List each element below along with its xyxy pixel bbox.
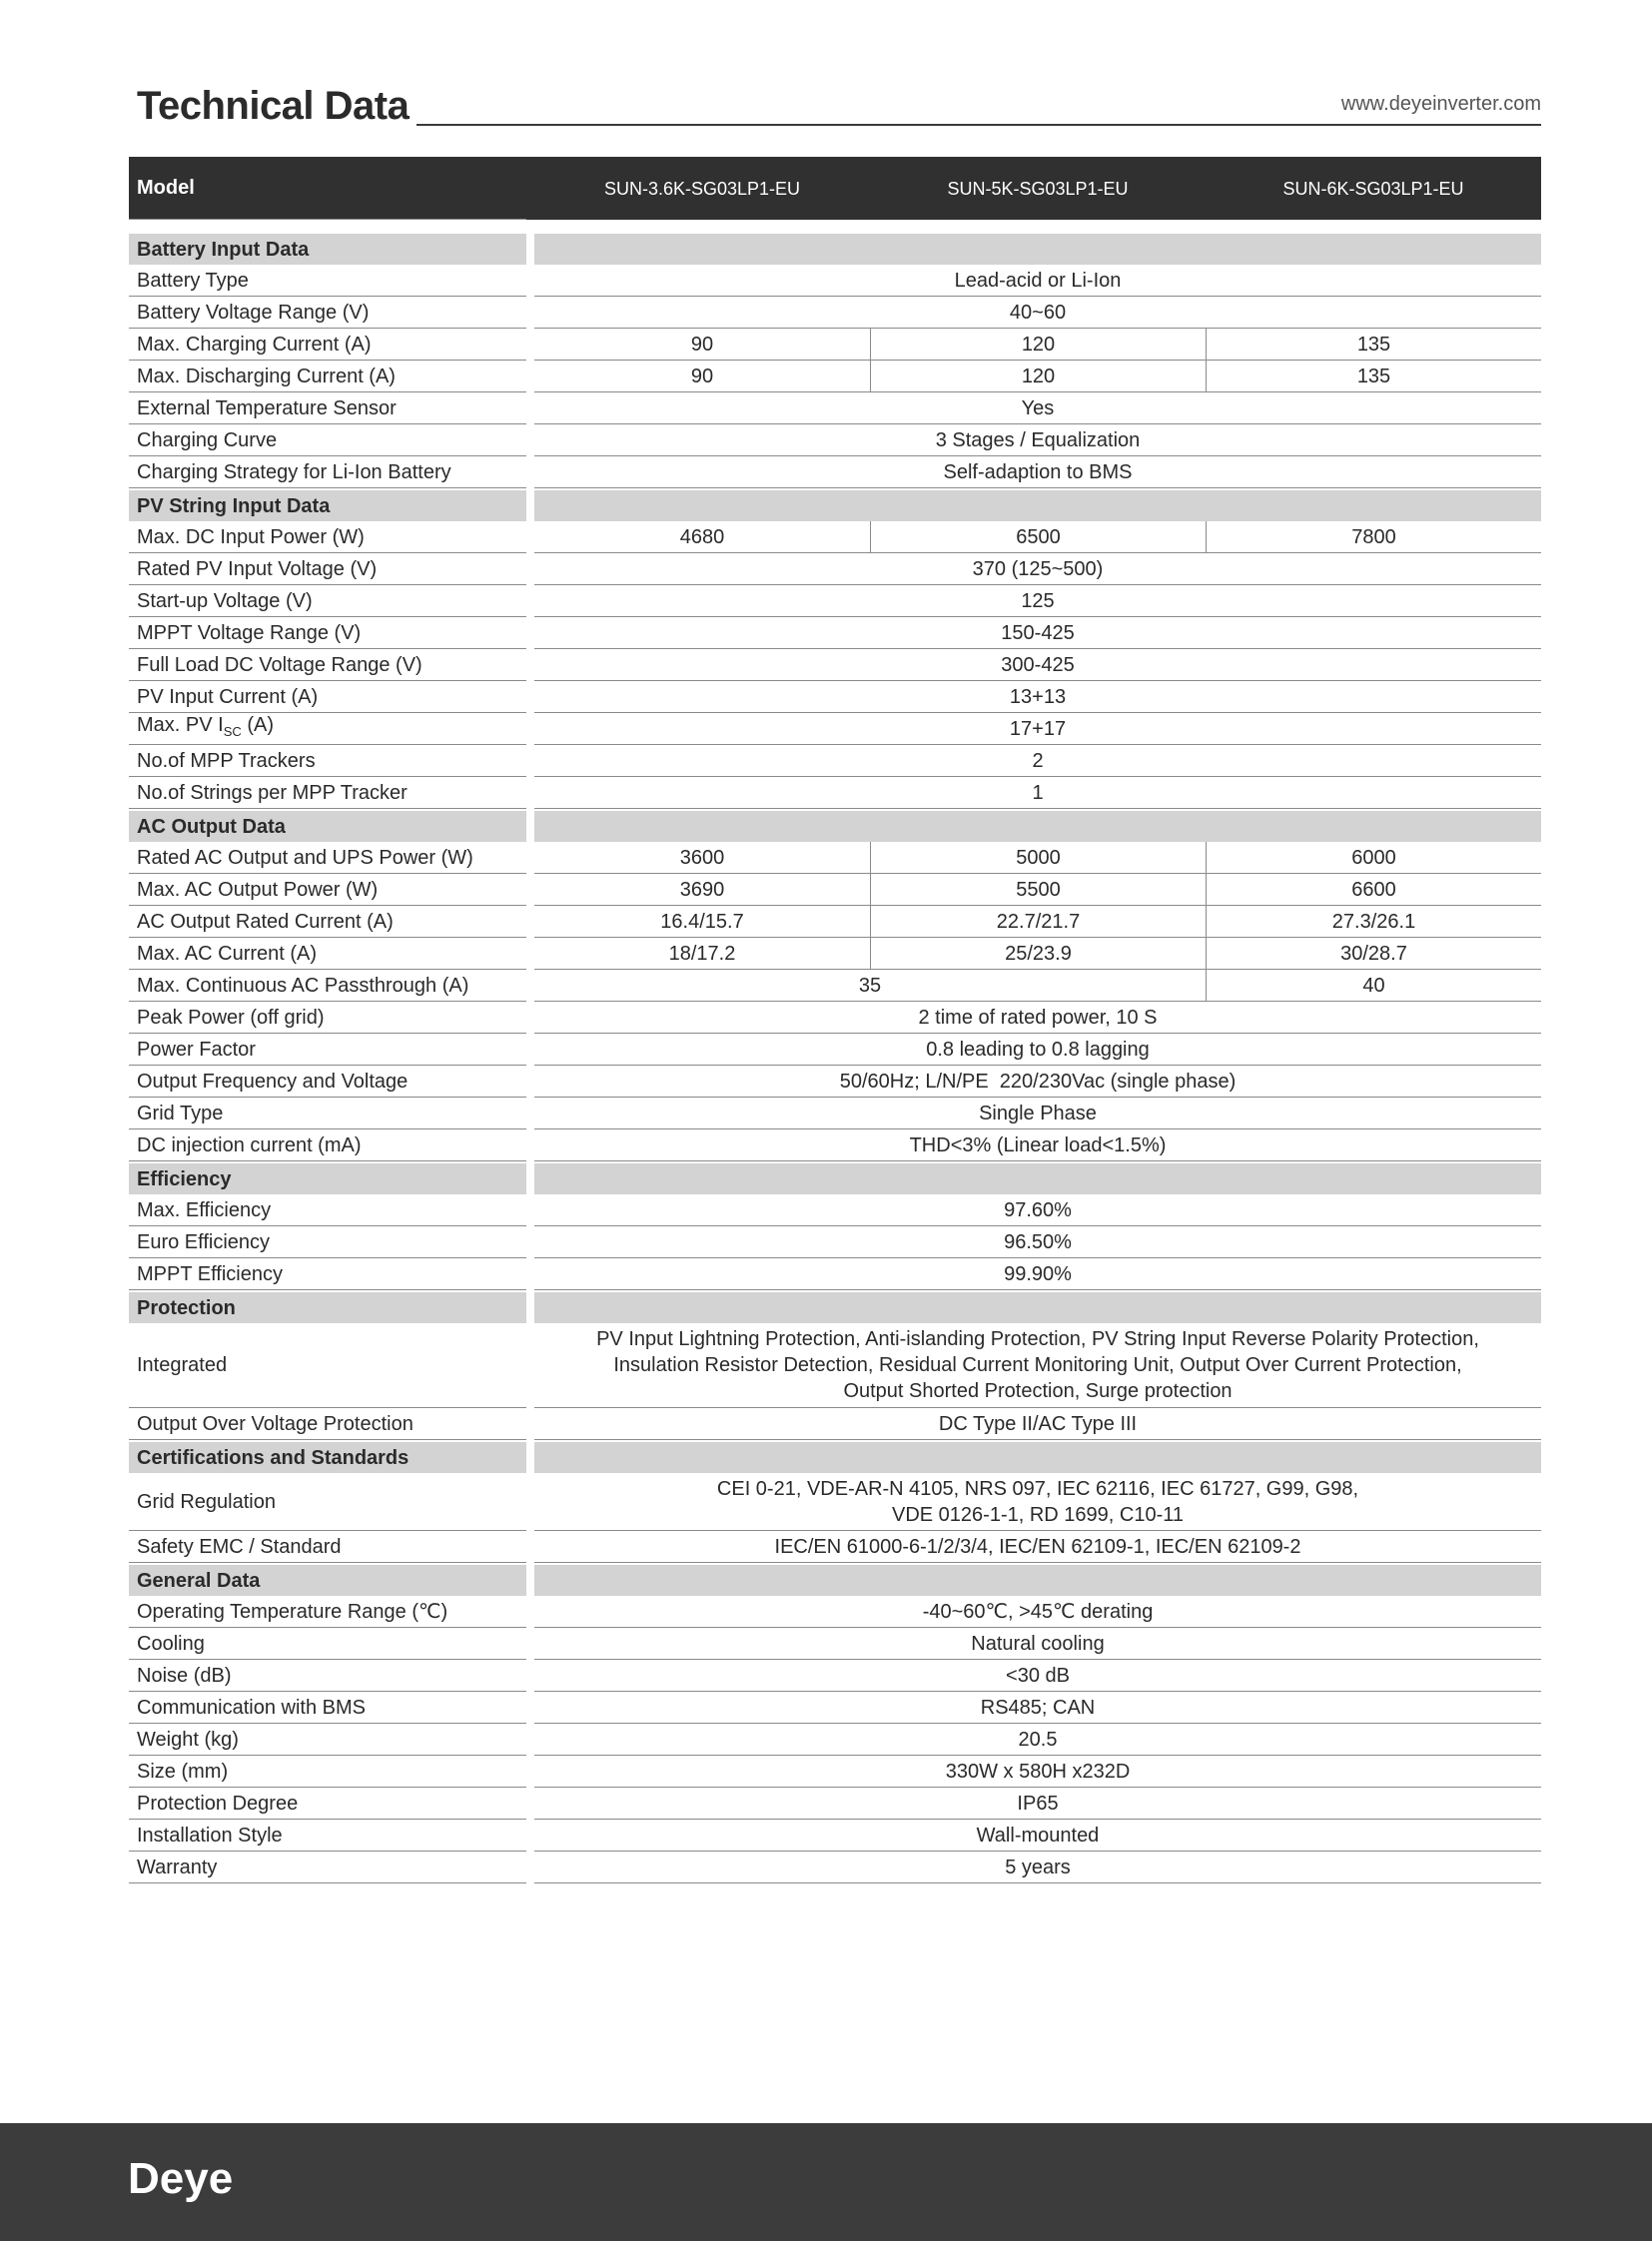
footer-bar — [0, 2123, 1652, 2241]
table-row — [129, 1692, 1541, 1724]
row-label: Output Frequency and Voltage — [129, 1066, 526, 1098]
row-label: Max. PV $I_{SC}$ (A) — [129, 713, 526, 745]
section-header — [129, 488, 1541, 521]
table-row — [129, 1596, 1541, 1628]
row-value: DC Type II/AC Type III — [534, 1408, 1541, 1440]
row-label: Installation Style — [129, 1820, 526, 1852]
row-value: 6500 — [870, 521, 1206, 553]
row-value: 25/23.9 — [870, 938, 1206, 970]
page-title: Technical Data — [137, 84, 410, 128]
row-value: 90 — [534, 361, 870, 392]
row-value: 96.50% — [534, 1226, 1541, 1258]
row-value: Single Phase — [534, 1098, 1541, 1129]
row-label: Battery Type — [129, 265, 526, 297]
row-value: 5 years — [534, 1852, 1541, 1883]
row-value: IEC/EN 61000-6-1/2/3/4, IEC/EN 62109-1, IEC/EN 62109-2 — [534, 1531, 1541, 1563]
row-value: THD<3% (Linear load<1.5%) — [534, 1129, 1541, 1161]
row-label: Communication with BMS — [129, 1692, 526, 1724]
section-title: Battery Input Data — [129, 232, 526, 265]
row-label: Grid Type — [129, 1098, 526, 1129]
svg-text:Deye: Deye — [128, 2154, 234, 2203]
table-row — [129, 1194, 1541, 1226]
table-row — [129, 297, 1541, 329]
model-label: Model — [129, 157, 526, 220]
section-title: PV String Input Data — [129, 488, 526, 521]
row-value: 99.90% — [534, 1258, 1541, 1290]
table-row — [129, 585, 1541, 617]
deye-logo — [128, 2149, 278, 2209]
row-label: Output Over Voltage Protection — [129, 1408, 526, 1440]
row-label: Safety EMC / Standard — [129, 1531, 526, 1563]
row-value: 13+13 — [534, 681, 1541, 713]
row-label: Integrated — [129, 1323, 526, 1408]
row-value: 4680 — [534, 521, 870, 553]
table-row — [129, 874, 1541, 906]
row-label: Warranty — [129, 1852, 526, 1883]
row-value: 6600 — [1206, 874, 1541, 906]
table-row — [129, 970, 1541, 1002]
row-value: 35 — [534, 970, 1206, 1002]
table-row — [129, 906, 1541, 938]
row-value: 135 — [1206, 329, 1541, 361]
table-row — [129, 1408, 1541, 1440]
section-header — [129, 1290, 1541, 1323]
table-row — [129, 521, 1541, 553]
table-row — [129, 1660, 1541, 1692]
table-row — [129, 1066, 1541, 1098]
row-value: 7800 — [1206, 521, 1541, 553]
row-label: Max. DC Input Power (W) — [129, 521, 526, 553]
row-label: Max. AC Output Power (W) — [129, 874, 526, 906]
table-row — [129, 1788, 1541, 1820]
row-value: 300-425 — [534, 649, 1541, 681]
row-value: 40 — [1206, 970, 1541, 1002]
row-value: 125 — [534, 585, 1541, 617]
table-row — [129, 1531, 1541, 1563]
row-label: Operating Temperature Range (℃) — [129, 1596, 526, 1628]
row-value: 40~60 — [534, 297, 1541, 329]
row-label: Start-up Voltage (V) — [129, 585, 526, 617]
row-value: 18/17.2 — [534, 938, 870, 970]
row-label: Rated AC Output and UPS Power (W) — [129, 842, 526, 874]
row-label: Cooling — [129, 1628, 526, 1660]
row-label: Battery Voltage Range (V) — [129, 297, 526, 329]
row-value: 2 — [534, 745, 1541, 777]
row-label: Max. Discharging Current (A) — [129, 361, 526, 392]
table-row — [129, 938, 1541, 970]
section-header — [129, 1563, 1541, 1596]
table-row — [129, 617, 1541, 649]
row-label: Power Factor — [129, 1034, 526, 1066]
table-row — [129, 713, 1541, 745]
table-row — [129, 1628, 1541, 1660]
table-row — [129, 424, 1541, 456]
row-value: 6000 — [1206, 842, 1541, 874]
section-header — [129, 1161, 1541, 1194]
row-label: No.of Strings per MPP Tracker — [129, 777, 526, 809]
row-label: Full Load DC Voltage Range (V) — [129, 649, 526, 681]
table-row — [129, 1098, 1541, 1129]
section-title: Certifications and Standards — [129, 1440, 526, 1473]
section-title: Protection — [129, 1290, 526, 1323]
section-title: AC Output Data — [129, 809, 526, 842]
table-row — [129, 1258, 1541, 1290]
table-row — [129, 329, 1541, 361]
row-label: Euro Efficiency — [129, 1226, 526, 1258]
model-name: SUN-6K-SG03LP1-EU — [1206, 157, 1541, 220]
table-row — [129, 649, 1541, 681]
row-label: AC Output Rated Current (A) — [129, 906, 526, 938]
row-value: 150-425 — [534, 617, 1541, 649]
row-value: 0.8 leading to 0.8 lagging — [534, 1034, 1541, 1066]
row-value: 3 Stages / Equalization — [534, 424, 1541, 456]
table-row — [129, 777, 1541, 809]
row-value: 3600 — [534, 842, 870, 874]
row-value: 3690 — [534, 874, 870, 906]
model-header-row — [129, 157, 1541, 220]
row-value: 30/28.7 — [1206, 938, 1541, 970]
row-label: Grid Regulation — [129, 1473, 526, 1531]
row-label: Peak Power (off grid) — [129, 1002, 526, 1034]
row-label: Max. Charging Current (A) — [129, 329, 526, 361]
section-header — [129, 809, 1541, 842]
table-row — [129, 1473, 1541, 1531]
table-row — [129, 1034, 1541, 1066]
row-value: 1 — [534, 777, 1541, 809]
table-row — [129, 1226, 1541, 1258]
row-label: Charging Curve — [129, 424, 526, 456]
row-value: 27.3/26.1 — [1206, 906, 1541, 938]
model-name: SUN-3.6K-SG03LP1-EU — [534, 157, 870, 220]
row-value: 90 — [534, 329, 870, 361]
table-row — [129, 1756, 1541, 1788]
row-value: 20.5 — [534, 1724, 1541, 1756]
row-value: 50/60Hz; L/N/PE 220/230Vac (single phase) — [534, 1066, 1541, 1098]
row-label: Max. Continuous AC Passthrough (A) — [129, 970, 526, 1002]
table-row — [129, 1852, 1541, 1883]
row-value: 2 time of rated power, 10 S — [534, 1002, 1541, 1034]
row-label: Protection Degree — [129, 1788, 526, 1820]
row-label: No.of MPP Trackers — [129, 745, 526, 777]
row-value: Wall-mounted — [534, 1820, 1541, 1852]
row-label: Max. Efficiency — [129, 1194, 526, 1226]
table-row — [129, 1724, 1541, 1756]
spec-table — [129, 157, 1541, 1883]
row-label: MPPT Voltage Range (V) — [129, 617, 526, 649]
table-row — [129, 745, 1541, 777]
row-value: 97.60% — [534, 1194, 1541, 1226]
section-title: General Data — [129, 1563, 526, 1596]
row-label: External Temperature Sensor — [129, 392, 526, 424]
row-label: Noise (dB) — [129, 1660, 526, 1692]
row-value: 5500 — [870, 874, 1206, 906]
row-value: 330W x 580H x232D — [534, 1756, 1541, 1788]
row-value: 17+17 — [534, 713, 1541, 745]
model-name: SUN-5K-SG03LP1-EU — [870, 157, 1206, 220]
row-value: Natural cooling — [534, 1628, 1541, 1660]
row-value: Lead-acid or Li-Ion — [534, 265, 1541, 297]
row-value: Yes — [534, 392, 1541, 424]
row-value: <30 dB — [534, 1660, 1541, 1692]
row-value: IP65 — [534, 1788, 1541, 1820]
table-row — [129, 456, 1541, 488]
row-value: 120 — [870, 361, 1206, 392]
row-value: 370 (125~500) — [534, 553, 1541, 585]
table-row — [129, 681, 1541, 713]
table-row — [129, 265, 1541, 297]
table-row — [129, 1129, 1541, 1161]
row-value: 16.4/15.7 — [534, 906, 870, 938]
page-header — [137, 82, 1541, 130]
row-label: Charging Strategy for Li-Ion Battery — [129, 456, 526, 488]
row-value: 5000 — [870, 842, 1206, 874]
row-value: CEI 0-21, VDE-AR-N 4105, NRS 097, IEC 62116, IEC 61727, G99, G98, VDE 0126-1-1, RD 1699, C10-11 — [534, 1473, 1541, 1531]
website-link[interactable]: www.deyeinverter.com — [1340, 93, 1541, 115]
row-label: PV Input Current (A) — [129, 681, 526, 713]
table-row — [129, 1002, 1541, 1034]
table-row — [129, 392, 1541, 424]
row-label: MPPT Efficiency — [129, 1258, 526, 1290]
row-value: PV Input Lightning Protection, Anti-islanding Protection, PV String Input Reverse Polarity Protection, Insulation Resistor Detection, Residual Current Monitoring Unit, Output Over Current Protection, Output Shorted Protection, Surge protection — [534, 1323, 1541, 1408]
row-label: Max. AC Current (A) — [129, 938, 526, 970]
row-label: Size (mm) — [129, 1756, 526, 1788]
title-rule — [416, 124, 1541, 126]
row-label: DC injection current (mA) — [129, 1129, 526, 1161]
table-row — [129, 1820, 1541, 1852]
row-value: 120 — [870, 329, 1206, 361]
table-row — [129, 1323, 1541, 1408]
row-value: 135 — [1206, 361, 1541, 392]
row-value: -40~60℃, >45℃ derating — [534, 1596, 1541, 1628]
row-label: Weight (kg) — [129, 1724, 526, 1756]
row-value: Self-adaption to BMS — [534, 456, 1541, 488]
section-header — [129, 1440, 1541, 1473]
table-row — [129, 553, 1541, 585]
row-value: 22.7/21.7 — [870, 906, 1206, 938]
section-title: Efficiency — [129, 1161, 526, 1194]
table-row — [129, 842, 1541, 874]
row-value: RS485; CAN — [534, 1692, 1541, 1724]
table-row — [129, 361, 1541, 392]
section-header — [129, 232, 1541, 265]
row-label: Rated PV Input Voltage (V) — [129, 553, 526, 585]
